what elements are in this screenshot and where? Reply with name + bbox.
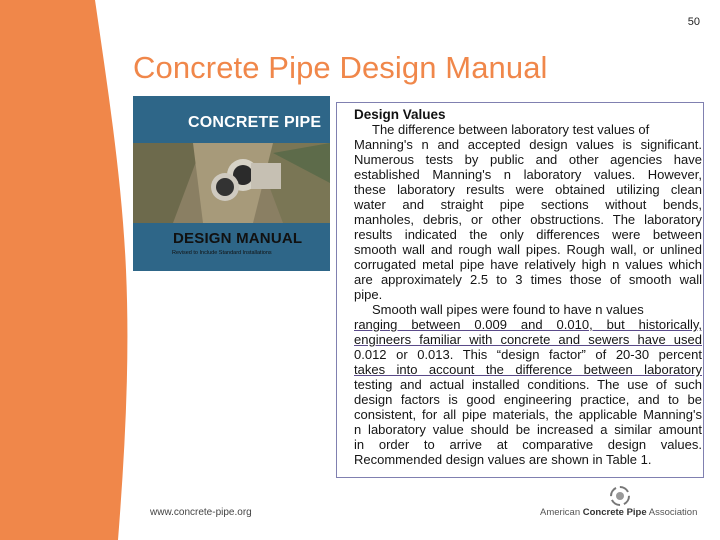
excerpt-line: are approximately 2.5 to 3 times those of smooth wall	[354, 272, 702, 287]
association-name	[540, 507, 697, 518]
excerpt-line: The difference between laboratory test values of	[372, 122, 650, 137]
excerpt-heading: Design Values	[354, 107, 446, 122]
excerpt-line: results indicated the only differences were between	[354, 227, 702, 242]
association-name-bold: Concrete Pipe	[582, 507, 647, 518]
excerpt-line: design factors is good engineering practice, and to be	[354, 392, 702, 407]
page-title: Concrete Pipe Design Manual	[133, 50, 548, 85]
excerpt-line: takes into account the difference between laboratory	[354, 362, 702, 377]
excerpt-line: water and straight pipe sections without bends,	[354, 197, 702, 212]
footer-url-link[interactable]: www.concrete-pipe.org	[150, 507, 252, 518]
excerpt-line: pipe.	[354, 287, 383, 302]
excerpt-line: engineers familiar with concrete and sewers have used	[354, 332, 702, 347]
cover-title: CONCRETE PIPE	[188, 114, 322, 131]
excerpt-line: consistent, for all pipe materials, the applicable Manning's	[354, 407, 702, 422]
excerpt-line: in order to arrive at comparative design values.	[354, 437, 702, 452]
association-name-prefix: American	[540, 507, 583, 518]
excerpt-line: n laboratory value should be increased a similar amount	[354, 422, 702, 437]
excerpt-line: manholes, debris, or other obstructions. The laboratory	[354, 212, 702, 227]
page-number: 50	[687, 16, 700, 28]
cover-photo	[133, 143, 330, 223]
excerpt-line: corrugated metal pipe have relatively high n values which	[354, 257, 702, 272]
excerpt-line: these laboratory results were obtained utilizing clean	[354, 182, 702, 197]
excerpt-line: established Manning's n laboratory values. However,	[354, 167, 702, 182]
excerpt-line: Numerous tests by public and other agencies have	[354, 152, 702, 167]
design-values-excerpt	[336, 102, 704, 478]
excerpt-line: Recommended design values are shown in Table 1.	[354, 452, 652, 467]
excerpt-line: testing and actual installed conditions. The use of such	[354, 377, 702, 392]
excerpt-line: Smooth wall pipes were found to have n values	[372, 302, 644, 317]
manual-cover-image	[133, 96, 330, 271]
excerpt-line: smooth wall and rough wall pipes. Rough wall, or unlined	[354, 242, 702, 257]
association-logo-icon	[540, 484, 710, 524]
excerpt-line: 0.012 or 0.013. This “design factor” of 20-30 percent	[354, 347, 702, 362]
cover-subtitle: DESIGN MANUAL	[173, 230, 303, 247]
cover-note: Revised to Include Standard Installations	[172, 250, 272, 256]
association-name-suffix: Association	[646, 507, 698, 518]
excerpt-line: ranging between 0.009 and 0.010, but historically,	[354, 317, 702, 332]
excerpt-line: Manning's n and accepted design values is significant.	[354, 137, 702, 152]
decorative-orange-band	[0, 0, 130, 540]
